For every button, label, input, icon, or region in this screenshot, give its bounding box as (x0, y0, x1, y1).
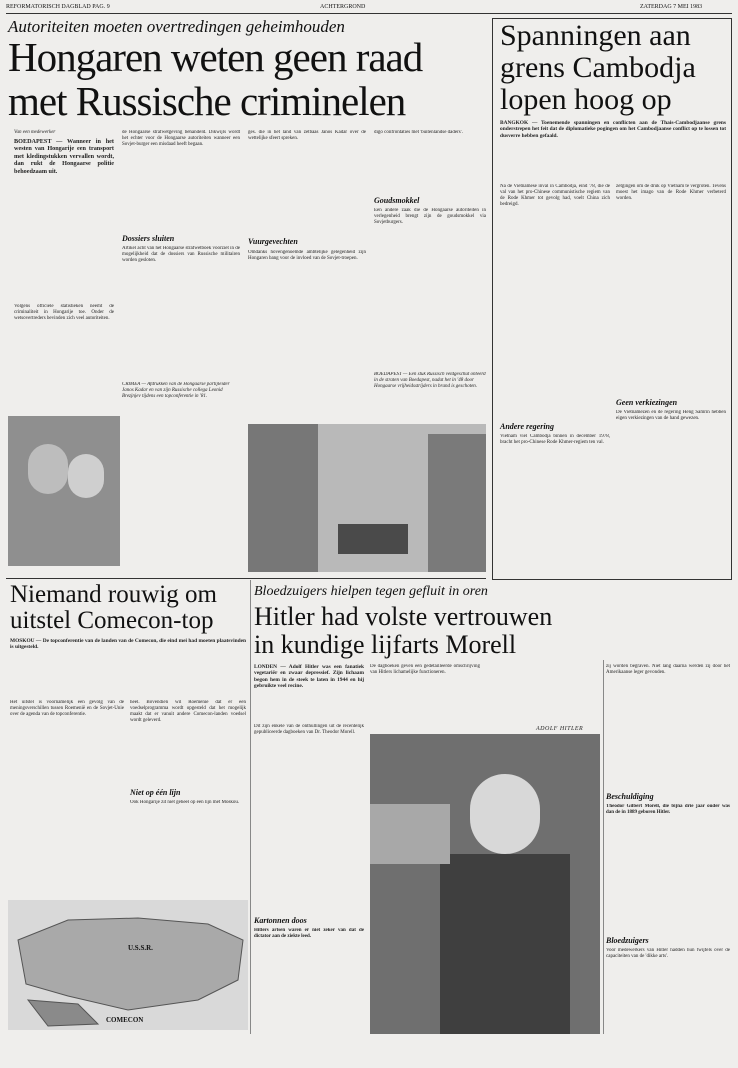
masthead-right: ZATERDAG 7 MEI 1983 (640, 4, 703, 10)
article2-col2: zetgingen om de druk op Vietnam te vergroten. Tevens moest het imago van de Rode Khmer verbeterd worden. (616, 184, 726, 201)
article1-subhead-dossiers: Dossiers sluiten (122, 234, 175, 243)
article4-photo-caption: ADOLF HITLER (536, 726, 584, 732)
article2-subhead-geen: Geen verkiezingen (616, 398, 678, 407)
masthead-center: ACHTERGROND (320, 4, 366, 10)
article1-col3: ges. die in het land van zetbaas Janos Kadar over de wettelijke sfeert spreken. (248, 130, 366, 141)
article2-subhead-andere: Andere regering (500, 422, 554, 431)
comecon-map (8, 900, 248, 1030)
article1-subhead-goudsmokkel: Goudsmokkel (374, 196, 420, 205)
article1-col1: Volgens officiële statistieken neemt de criminaliteit in Hongarije toe. Onder de wetsovertreders bevinden zich veel autoriteiten. (14, 304, 114, 321)
article1-headline-2: met Russische criminelen (8, 78, 406, 124)
article3-col2b: Ook Hongarije zit niet geheel op één lijn met Moskou. (130, 800, 240, 805)
article2-lead: BANGKOK — Toenemende spanningen en conflicten aan de Thais-Cambodjaanse grens onderstrepen het feit dat de diplomatieke pogingen om het Cambodjaanse conflict op te lossen tot dusverre hebben gefaald. (500, 120, 726, 139)
article4-lead: LONDEN — Adolf Hitler was een fanatiek vegetariër en zwaar depressief. Zijn lichaam begon hem in de steek te laten in 1944 en hij gebruikte veel recine. (254, 664, 364, 690)
masthead-left: REFORMATORISCH DAGBLAD PAG. 9 (6, 4, 110, 10)
article2-headline-3: lopen hoog op (500, 83, 672, 116)
article1-lead: BOEDAPEST — Wanneer in het westen van Hongarije een transport met kledingstukken vervallen wordt, dan rukt de Hongaarse politie behoedzaam uit. (14, 138, 114, 175)
article1-col2b: Artikel acht van het Hongaarse strafwetboek voorziet in de mogelijkheid dat de dossiers van Russische militairen worden gesloten. (122, 246, 240, 263)
article1-col4: digo confrontaties met 'buitenlandse daders'. (374, 130, 463, 135)
map-label: U.S.S.R. (128, 944, 153, 952)
article4-col1b: Hitlers artsen waren er niet zeker van dat de dictator aan de ziekte leed. (254, 928, 364, 939)
article4-col3: zij worden begraven. Niet lang daarna werden zij door het Amerikaanse leger gevonden. (606, 664, 730, 675)
article1-photo-caption: CRIMEA — Afdrukken van de Hongaarse partijleider Janos Kadar en van zijn Russische collega Leonid Brezjnjev tijdens een topconferentie in '81. (122, 382, 230, 399)
article4-col1: Dit zijn enkele van de onthullingen uit de recentelijk gepubliceerde dagboeken van Dr. Theodor Morell. (254, 724, 364, 735)
article3-col1: Het uitstel is voornamelijk een gevolg van de meningsverschillen tussen Roemenië en de Sovjet-Unie over de agenda van de topconferentie. (10, 700, 124, 717)
article3-headline-1: Niemand rouwig om (10, 581, 217, 608)
article4-col2: De dagboeken geven een gedetailleerde omschrijving van Hitlers lichamelijke functioneren. (370, 664, 480, 675)
budapest-street-photo (248, 424, 486, 572)
article3-subhead-niet: Niet op één lijn (130, 788, 181, 797)
rule-a4-col3 (603, 660, 604, 1034)
article1-byline: Van een medewerker (14, 130, 56, 135)
article4-kicker: Bloedzuigers hielpen tegen gefluit in oren (254, 584, 488, 599)
article4-headline-1: Hitler had volste vertrouwen (254, 602, 553, 631)
article3-headline-2: uitstel Comecon-top (10, 607, 214, 634)
article2-col2b: De Vietnamezen en de regering Heng Samrin hebben eigen verkiezingen van de hand gewezen. (616, 410, 726, 421)
article1-kicker: Autoriteiten moeten overtredingen geheimhouden (8, 17, 345, 36)
article1-col2: de Hongaarse strafwetgeving behandeld. Dikwijls wordt het echter voor de Hongaarse autoriteiten wanneer een Sovjet-burger een misdaad heeft begaan. (122, 130, 240, 147)
map-shape-icon (8, 900, 248, 1030)
article4-col3c: Voor medewerkers van Hitler hadden hun twijfels over de capaciteiten van de 'dikke arts'. (606, 948, 730, 959)
rule-a3-a4 (250, 580, 251, 1034)
article1-subhead-vuurgevechten: Vuurgevechten (248, 237, 298, 246)
article4-col3b: Theodor Gilbert Morell, die bijna drie jaar ouder was dan de in 1889 geboren Hitler. (606, 804, 730, 815)
kadar-brezhnev-photo (8, 416, 120, 566)
article4-subhead-bloedzuigers: Bloedzuigers (606, 936, 649, 945)
article3-col2: heel. Bovendien wil Roemenië dat er een voedselprogramma wordt opgesteld dat het mogelijk maakt dat er vanuit andere Comecon-landen voedsel wordt geleverd. (130, 700, 246, 723)
article1-col4b: Een andere zaak die de Hongaarse autoriteiten in verlegenheid brengt zijn de goudsmokkel via Sovjetburgers. (374, 208, 486, 225)
article2-headline-1: Spanningen aan (500, 19, 691, 52)
article2-col1b: Vietnam viel Cambodja binnen in december 1978, bracht het pro-Chinese Rode Khmer-regiem ten val. (500, 434, 610, 445)
article1-photo2-caption: BOEDAPEST — Een stuk Russisch veldgeschut onteerd in de straten van Boedapest, nadat het in '48 door Hongaarse vrijheidsstrijders in brand is geschoten. (374, 372, 486, 389)
article1-headline-1: Hongaren weten geen raad (8, 34, 423, 80)
article2-col1: Na de Vietnamese inval in Cambodja, eind '78, die de val van het pro-Chinese communistische regiem van de Rode Khmer tot gevolg had, voelt China zich bedreigd. (500, 184, 610, 207)
article1-col3b: Omdanks hovengenoemde ambtelijke gelegenheid zijn Hongaren bang voor de invloed van de Sovjet-troepen. (248, 250, 366, 261)
article3-lead: MOSKOU — De topconferentie van de landen van de Comecon, die eind mei had moeten plaatsvinden is uitgesteld. (10, 638, 246, 651)
hitler-photo (370, 734, 600, 1034)
article1-bottom-rule (6, 578, 486, 579)
article4-subhead-kartonnen: Kartonnen doos (254, 916, 307, 925)
article2-headline-2: grens Cambodja (500, 51, 696, 84)
article4-subhead-beschuldiging: Beschuldiging (606, 792, 654, 801)
map-caption: COMECON (106, 1016, 144, 1024)
article4-headline-2: in kundige lijfarts Morell (254, 630, 517, 659)
masthead-rule (6, 13, 732, 14)
